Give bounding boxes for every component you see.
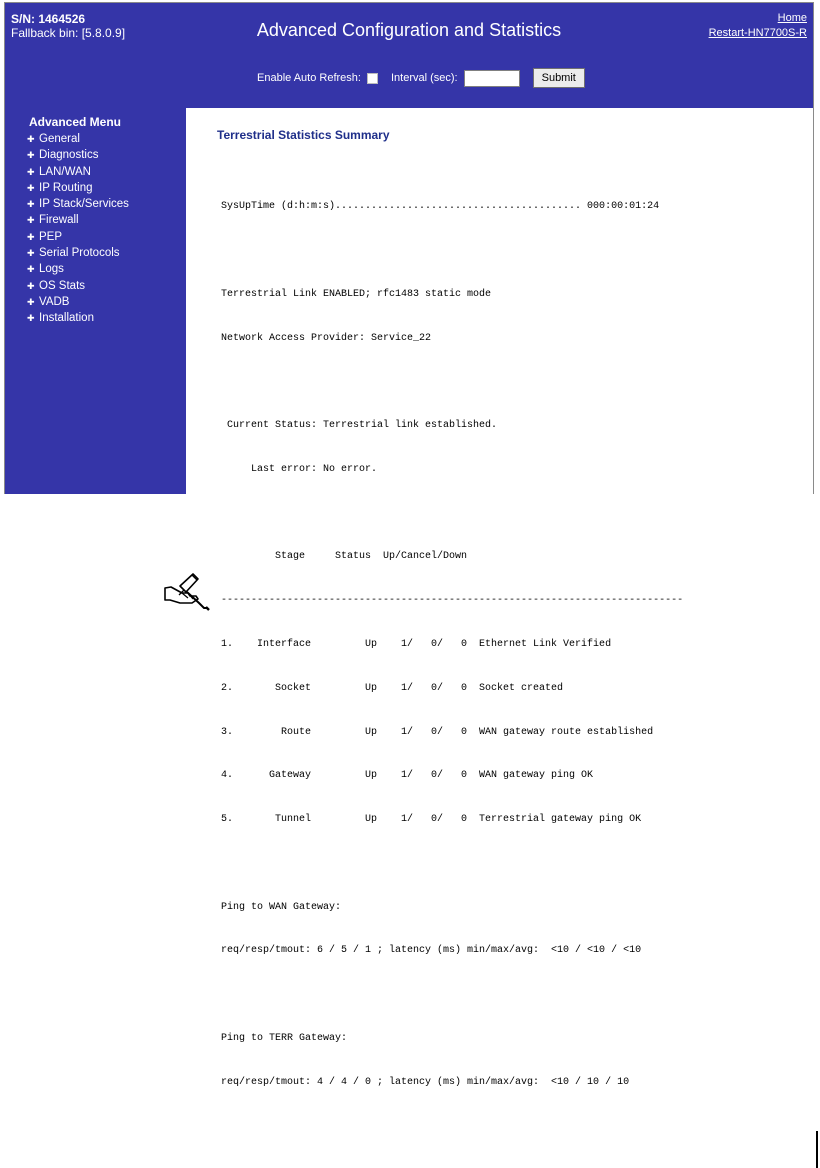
sidebar-title: Advanced Menu xyxy=(29,115,122,129)
plus-icon: ✚ xyxy=(27,280,35,291)
plus-icon: ✚ xyxy=(27,264,35,275)
sidebar-item-label: OS Stats xyxy=(39,279,86,292)
stat-line: ----------------------------------------------------------------------------- xyxy=(221,595,684,607)
browser-screenshot xyxy=(4,2,814,1088)
content-title: Terrestrial Statistics Summary xyxy=(217,128,390,142)
plus-icon: ✚ xyxy=(27,199,35,210)
sidebar-item-label: VADB xyxy=(39,295,70,308)
home-link[interactable]: Home xyxy=(777,12,807,24)
stat-line: 3. Route Up 1/ 0/ 0 WAN gateway route established xyxy=(221,726,654,738)
page-edge-marker xyxy=(816,1131,818,1168)
sidebar-item-lan-wan[interactable] xyxy=(27,164,129,180)
stat-line: SysUpTime (d:h:m:s)......................................... 000:00:01:24 xyxy=(221,201,660,213)
plus-icon: ✚ xyxy=(27,248,35,259)
plus-icon: ✚ xyxy=(27,134,35,144)
sidebar-menu xyxy=(27,131,129,327)
plus-icon: ✚ xyxy=(27,215,35,226)
interval-label: Interval (sec): xyxy=(390,72,458,84)
stat-line: Ping to TERR Gateway: xyxy=(221,1033,348,1045)
sidebar-item-logs[interactable] xyxy=(27,261,129,277)
plus-icon: ✚ xyxy=(27,182,35,193)
stat-line xyxy=(221,857,683,872)
page-title: Advanced Configuration and Statistics xyxy=(256,20,562,40)
sidebar-item-installation[interactable] xyxy=(27,310,129,326)
note-writing-hand-icon xyxy=(162,574,210,610)
sidebar-item-label: LAN/WAN xyxy=(39,165,91,178)
plus-icon: ✚ xyxy=(27,231,35,242)
fallback-bin: Fallback bin: [5.8.0.9] xyxy=(11,26,126,40)
sidebar-item-label: IP Routing xyxy=(39,181,93,194)
plus-icon: ✚ xyxy=(27,150,35,161)
sidebar-item-label: General xyxy=(39,133,80,145)
restart-link[interactable]: Restart-HN7700S-R xyxy=(708,27,807,39)
stat-line: req/resp/tmout: 4 / 4 / 0 ; latency (ms) min/max/avg: <10 / 10 / 10 xyxy=(221,1076,630,1088)
sidebar-item-label: Logs xyxy=(39,263,64,276)
sidebar-item-general[interactable] xyxy=(27,131,129,147)
stat-line: req/resp/tmout: 6 / 5 / 1 ; latency (ms) min/max/avg: <10 / <10 / <10 xyxy=(221,945,642,957)
auto-refresh-checkbox[interactable] xyxy=(367,73,378,84)
sidebar-item-label: PEP xyxy=(39,230,63,243)
interval-input[interactable] xyxy=(464,70,520,87)
sidebar-item-pep[interactable] xyxy=(27,229,129,245)
sidebar-item-label: IP Stack/Services xyxy=(39,198,129,211)
stat-line: 5. Tunnel Up 1/ 0/ 0 Terrestrial gateway ping OK xyxy=(221,814,642,826)
stat-line: Last error: No error. xyxy=(221,463,378,475)
plus-icon: ✚ xyxy=(27,166,35,177)
stat-line xyxy=(221,375,683,390)
sidebar-item-label: Installation xyxy=(39,312,94,325)
stat-line: Current Status: Terrestrial link established. xyxy=(221,420,498,432)
stat-line xyxy=(221,507,683,522)
sidebar-item-label: Firewall xyxy=(39,214,79,227)
plus-icon: ✚ xyxy=(27,296,35,307)
serial-number: S/N: 1464526 xyxy=(11,12,86,26)
sidebar-item-firewall[interactable] xyxy=(27,212,129,228)
stat-line: 1. Interface Up 1/ 0/ 0 Ethernet Link Verified xyxy=(221,639,612,650)
stat-line xyxy=(221,244,683,259)
content-panel xyxy=(186,108,813,1088)
stat-line: Ping to WAN Gateway: xyxy=(221,901,342,913)
sidebar-item-label: Serial Protocols xyxy=(39,247,120,260)
plus-icon: ✚ xyxy=(27,313,35,324)
stat-line: 2. Socket Up 1/ 0/ 0 Socket created xyxy=(221,682,564,694)
stat-line: Stage Status Up/Cancel/Down xyxy=(221,551,468,563)
sidebar-item-ip-routing[interactable] xyxy=(27,180,129,196)
sidebar-item-os-stats[interactable] xyxy=(27,278,129,294)
submit-button[interactable]: Submit xyxy=(533,68,585,88)
stat-line: Terrestrial Link ENABLED; rfc1483 static mode xyxy=(221,288,492,300)
stat-line xyxy=(221,988,683,1003)
statistics-text xyxy=(221,171,683,1120)
auto-refresh-row xyxy=(257,67,585,89)
sidebar xyxy=(5,108,186,494)
sidebar-item-ip-stack-services[interactable] xyxy=(27,196,129,212)
sidebar-item-diagnostics[interactable] xyxy=(27,147,129,163)
sidebar-item-vadb[interactable] xyxy=(27,294,129,310)
sidebar-item-label: Diagnostics xyxy=(39,149,99,162)
header-bar xyxy=(5,3,813,108)
auto-refresh-label: Enable Auto Refresh: xyxy=(257,72,361,84)
stat-line: Network Access Provider: Service_22 xyxy=(221,332,432,344)
sidebar-item-serial-protocols[interactable] xyxy=(27,245,129,261)
stat-line: 4. Gateway Up 1/ 0/ 0 WAN gateway ping OK xyxy=(221,770,594,782)
